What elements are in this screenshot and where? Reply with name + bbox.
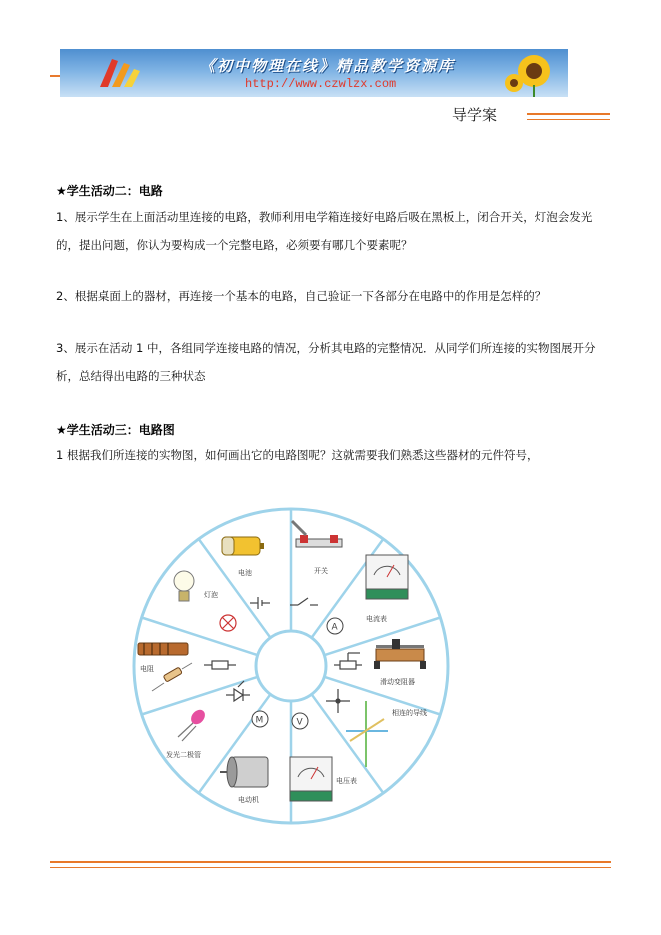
- document-type-label: 导学案: [452, 106, 498, 124]
- resistor-label: 电阻: [140, 665, 154, 673]
- sunflower-icon: [500, 51, 560, 97]
- activity3-paragraph-1: 1 根据我们所连接的实物图，如何画出它的电路图呢？这就需要我们熟悉这些器材的元件符号，: [56, 448, 539, 462]
- activity2-paragraph-1: 1、展示学生在上面活动里连接的电路，教师利用电学箱连接好电路后吸在黑板上，闭合开关，灯泡会发光的，提出问题，你认为要构成一个完整电路，必须要有哪几个要素呢？: [56, 210, 593, 252]
- ammeter-icon: [366, 555, 408, 599]
- activity2-heading: ★学生活动二：电路: [56, 184, 163, 198]
- wires-label: 相连的导线: [392, 709, 427, 717]
- switch-label: 开关: [314, 567, 328, 575]
- banner-url: http://www.czwlzx.com: [245, 77, 397, 91]
- bulb-label: 灯泡: [204, 591, 218, 599]
- rheostat-label: 滑动变阻器: [380, 678, 415, 686]
- ammeter-symbol-letter: A: [331, 622, 338, 633]
- header-rule: [527, 113, 610, 120]
- banner-title: 《初中物理在线》精品教学资源库: [200, 57, 456, 75]
- ammeter-label: 电流表: [366, 615, 387, 623]
- activity2-paragraph-2: 2、根据桌面上的器材，再连接一个基本的电路，自己验证一下各部分在电路中的作用是怎样的？: [56, 289, 547, 303]
- circuit-symbols-wheel: [130, 505, 452, 827]
- battery-label: 电池: [238, 569, 252, 577]
- led-label: 发光二极管: [166, 751, 201, 759]
- activity2-paragraph-3: 3、展示在活动 1 中，各组同学连接电路的情况，分析其电路的完整情况．从同学们所连接的实物图展开分析，总结得出电路的三种状态: [56, 341, 596, 383]
- activity3-heading: ★学生活动三：电路图: [56, 423, 175, 437]
- voltmeter-symbol-letter: V: [296, 717, 303, 728]
- battery-icon: [222, 537, 264, 555]
- logo-icon: [90, 53, 150, 93]
- motor-label: 电动机: [238, 796, 259, 804]
- footer-rule: [50, 861, 611, 868]
- voltmeter-icon: [290, 757, 332, 801]
- voltmeter-label: 电压表: [336, 777, 357, 785]
- motor-symbol-letter: M: [255, 715, 264, 726]
- site-banner: [60, 49, 568, 97]
